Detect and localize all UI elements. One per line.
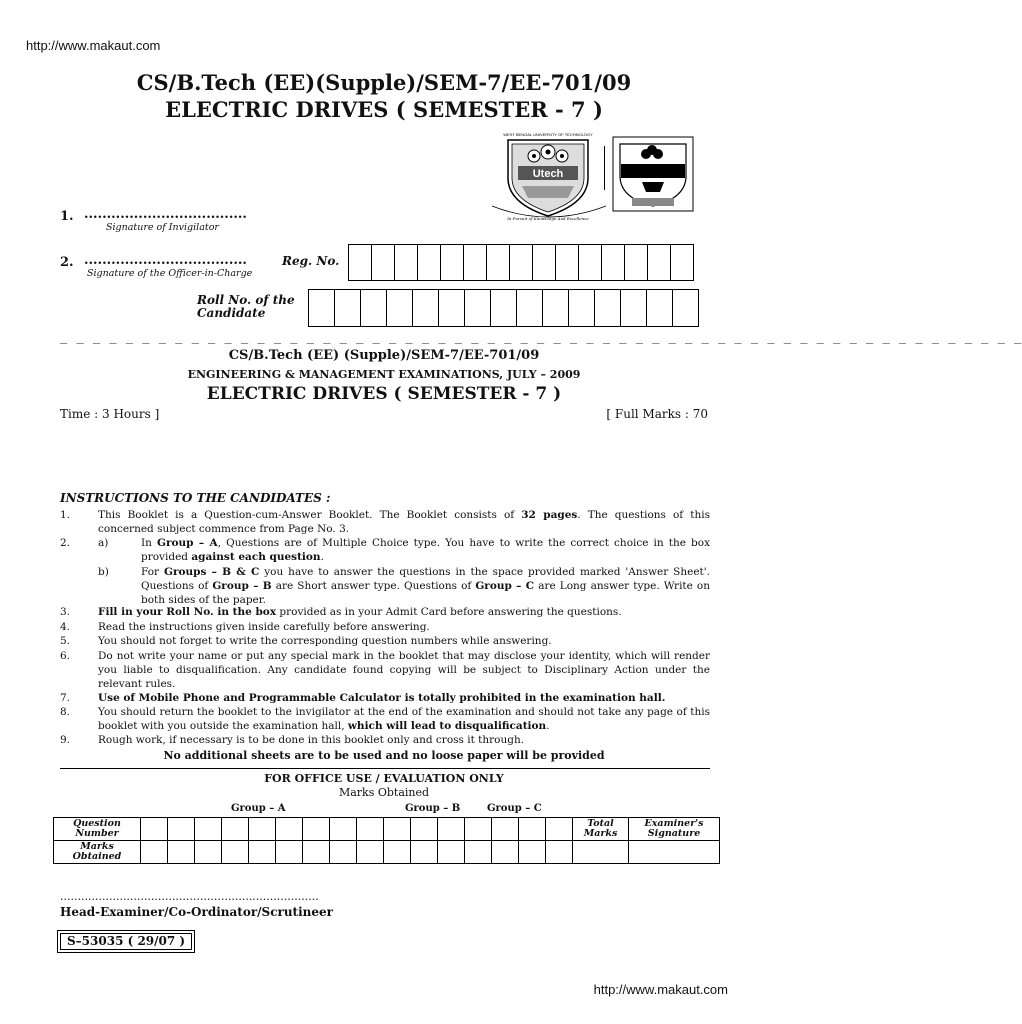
reg-no-boxes[interactable] (348, 244, 694, 281)
total-marks-cell (573, 841, 629, 864)
instructions-list (60, 508, 710, 768)
instruction-4-number: 4. (60, 621, 71, 633)
office-use-divider (60, 768, 710, 769)
header-code: CS/B.Tech (EE)(Supple)/SEM-7/EE-701/09 (136, 70, 632, 95)
instruction-6: Do not write your name or put any special mark in the booklet that may disclose your identity, which will render you liable to disqualification. Any candidate found copying will be subject to Disciplinary Action under the relevant rules. (98, 650, 710, 690)
source-url-top[interactable]: http://www.makaut.com (26, 38, 161, 53)
marks-obtained-header: Marks Obtained (54, 841, 141, 864)
instruction-2a: In Group – A, Questions are of Multiple Choice type. You have to write the correct choice in the box provided against each question. (141, 537, 711, 563)
cell (438, 818, 465, 841)
instruction-5: You should not forget to write the corresponding question numbers while answering. (98, 635, 552, 647)
university-seal (612, 136, 694, 212)
seal-emblem-icon (612, 136, 694, 212)
instruction-3-number: 3. (60, 606, 71, 618)
roll-no-label-2: Candidate (197, 306, 266, 320)
full-marks: [ Full Marks : 70 (606, 407, 708, 421)
instruction-1-number: 1. (60, 509, 71, 521)
roll-no-boxes[interactable] (308, 289, 699, 327)
instruction-1: This Booklet is a Question-cum-Answer Booklet. The Booklet consists of 32 pages. The questions of this concerned subject commence from Page No. 3. (98, 509, 710, 535)
cell (168, 818, 195, 841)
source-url-bottom[interactable]: http://www.makaut.com (593, 982, 728, 997)
paper-serial-code-box (57, 930, 195, 953)
marks-table[interactable] (53, 817, 720, 864)
reg-no-label: Reg. No. (282, 254, 340, 268)
paper-serial-code: S–53035 ( 29/07 ) (60, 933, 192, 950)
header-subject: ELECTRIC DRIVES ( SEMESTER - 7 ) (165, 97, 603, 122)
cell (492, 818, 519, 841)
instruction-2-number: 2. (60, 537, 71, 549)
instruction-5-number: 5. (60, 635, 71, 647)
cell (357, 818, 384, 841)
university-logo (488, 128, 610, 224)
instruction-3: Fill in your Roll No. in the box provided as in your Admit Card before answering the questions. (98, 606, 622, 618)
instruction-9: Rough work, if necessary is to be done in this booklet only and cross it through. (98, 734, 525, 746)
cell (519, 818, 546, 841)
logo-motto: In Pursuit of Knowledge And Excellence (507, 216, 589, 221)
instruction-8: You should return the booklet to the invigilator at the end of the examination and should not take any page of this booklet with you outside the examination hall, which will lead to disqualification. (98, 706, 710, 732)
instruction-7: Use of Mobile Phone and Programmable Calculator is totally prohibited in the examination hall. (98, 692, 666, 704)
exam-name: ENGINEERING & MANAGEMENT EXAMINATIONS, JULY – 2009 (187, 368, 581, 381)
instruction-8-number: 8. (60, 706, 71, 718)
signature-1-number: 1. (60, 209, 74, 224)
no-additional-sheets-note: No additional sheets are to be used and no loose paper will be provided (163, 749, 605, 762)
instruction-7-number: 7. (60, 692, 71, 704)
cell (546, 818, 573, 841)
instructions-heading: INSTRUCTIONS TO THE CANDIDATES : (60, 491, 331, 505)
marks-obtained-heading: Marks Obtained (338, 786, 430, 799)
group-c-label: Group – C (487, 803, 542, 814)
invigilator-signature-caption: Signature of Invigilator (106, 222, 219, 233)
cut-line: _ _ _ _ _ _ _ _ _ _ _ _ _ _ _ _ _ _ _ _ _ _ _ _ _ _ _ _ _ _ _ _ _ _ _ _ _ _ _ _ _ _ _ _ _ _ _ _ _ _ _ _ _ _ _ _ _ _ _ (60, 330, 1022, 344)
time-allowed: Time : 3 Hours ] (60, 407, 160, 421)
instruction-2b-label: b) (98, 566, 109, 578)
cell (195, 818, 222, 841)
cell (465, 818, 492, 841)
cell (141, 818, 168, 841)
instruction-2a-label: a) (98, 537, 109, 549)
subject-title: ELECTRIC DRIVES ( SEMESTER - 7 ) (206, 384, 562, 404)
cell (384, 818, 411, 841)
cell (303, 818, 330, 841)
group-b-label: Group – B (405, 803, 461, 814)
instruction-4: Read the instructions given inside carefully before answering. (98, 621, 430, 633)
instruction-9-number: 9. (60, 734, 71, 746)
office-use-title: FOR OFFICE USE / EVALUATION ONLY (264, 772, 504, 785)
instruction-6-number: 6. (60, 650, 71, 662)
head-examiner-signature-line[interactable]: .......................................................................... (60, 890, 319, 903)
cell (249, 818, 276, 841)
cell (330, 818, 357, 841)
officer-signature-caption: Signature of the Officer-in-Charge (87, 268, 253, 279)
examiner-signature-header: Examiner's Signature (629, 818, 720, 841)
examiner-signature-cell (629, 841, 720, 864)
question-number-header: Question Number (54, 818, 141, 841)
logo-name: Utech (532, 168, 564, 180)
paper-code: CS/B.Tech (EE) (Supple)/SEM-7/EE-701/09 (228, 348, 540, 363)
head-examiner-label: Head-Examiner/Co-Ordinator/Scrutineer (60, 905, 333, 919)
signature-1-line[interactable]: .................................... (84, 207, 247, 222)
total-marks-header: Total Marks (573, 818, 629, 841)
cell (276, 818, 303, 841)
signature-2-line[interactable]: .................................... (84, 253, 247, 268)
signature-2-number: 2. (60, 255, 74, 270)
utech-emblem-icon (488, 128, 610, 224)
logo-top-text: WEST BENGAL UNIVERSITY OF TECHNOLOGY (503, 132, 593, 137)
roll-no-label: Roll No. of the (197, 293, 295, 307)
group-a-label: Group – A (231, 803, 286, 814)
cell (411, 818, 438, 841)
instruction-2b: For Groups – B & C you have to answer the questions in the space provided marked 'Answer Sheet'. Questions of Group – B are Short answer type. Questions of Group – C are Long answer type. Write on both sides of the paper. (141, 566, 710, 606)
cell (222, 818, 249, 841)
